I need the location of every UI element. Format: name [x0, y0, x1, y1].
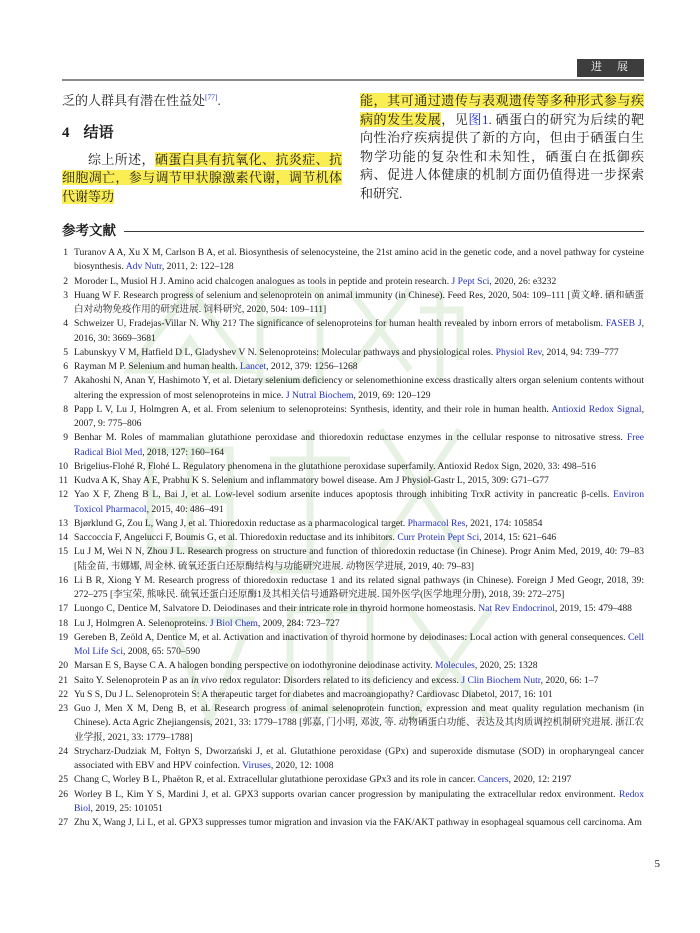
- text-segment: , 2012, 379: 1256–1268: [266, 361, 358, 372]
- text-segment: Rayman M P. Selenium and human health.: [74, 361, 241, 372]
- conclusion-left-paragraph: [62, 151, 342, 207]
- reference-item: [44, 460, 644, 474]
- text-segment: . 硒蛋白的研究为后续的靶向性治疗疾病提供了新的方向，但由于硒蛋白生物学功能的复杂性和未知性，硒蛋白在抵御疾病、促进人体健康的机制方面仍值得进一步探索和研究.: [360, 111, 644, 201]
- reference-number: 7: [63, 375, 68, 387]
- text-segment: Guo J, Men X M, Deng B, et al. Research progress of animal selenoprotein function, expression and meat quality regulation mechanism (in Chinese). Acta Agric Zhejiangensis, 2021, 33: 1779–1788 [郭嘉, 门小明, 邓波, 等. 动物硒蛋白功能、表达及其肉质调控机制研究进展. 浙江农业学报, 2021, 33: 1779–1788]: [74, 703, 644, 743]
- reference-number: 26: [58, 788, 68, 800]
- reference-number: 17: [58, 603, 68, 615]
- text-segment: , 2011, 2: 122–128: [161, 261, 234, 273]
- text-segment: Strycharz-Dudziak M, Fołtyn S, Dworzański J, et al. Glutathione peroxidase (GPx) and superoxide dismutase (SOD) in oropharyngeal cancer associated with EBV and HPV coinfection.: [74, 745, 644, 771]
- text-segment: , 2019, 25: 101051: [90, 802, 163, 814]
- text-segment: , 2020, 25: 1328: [474, 660, 538, 672]
- text-segment: Kudva A K, Shay A E, Prabhu K S. Selenium and inflammatory bowel disease. Am J Physiol-Gastr L, 2015, 309: G71–G77: [74, 475, 549, 486]
- journal-link[interactable]: Nat Rev Endocrinol: [478, 603, 555, 615]
- text-segment: 能，其可通过遗传与表观遗传等多种形式参与疾病的发生发展: [360, 93, 644, 127]
- text-segment: 综上所述，: [88, 151, 155, 167]
- reference-number: 4: [63, 318, 68, 330]
- conclusion-section: [62, 92, 644, 206]
- left-column: [62, 92, 342, 206]
- reference-number: 16: [58, 574, 68, 586]
- reference-number: 19: [58, 631, 68, 643]
- text-segment: .: [217, 93, 221, 108]
- reference-item: [44, 317, 644, 346]
- text-segment: , 2016, 30: 3669–3681: [74, 318, 644, 344]
- text-segment: , 2021, 174: 105854: [465, 517, 543, 529]
- journal-link[interactable]: Pharmacol Res: [407, 517, 466, 529]
- journal-link[interactable]: Redox Biol: [74, 788, 644, 814]
- text-segment: , 2008, 65: 570–590: [123, 646, 201, 657]
- reference-item: [44, 617, 644, 631]
- reference-number: 25: [58, 774, 68, 786]
- text-segment: Luongo C, Dentice M, Salvatore D. Deiodinases and their intricate role in thyroid hormone homeostasis.: [74, 603, 479, 615]
- text-segment: Yao X F, Zheng B L, Bai J, et al. Low-level sodium arsenite induces apoptosis through inhibiting TrxR activity in pancreatic β-cells.: [74, 489, 614, 501]
- text-segment: Li B R, Xiong Y M. Research progress of thioredoxin reductase 1 and its related signal pathways (in Chinese). Foreign J Med Geogr, 2018, 39: 272–275 [李宝荣, 熊咏民. 硫氧还蛋白还原酶1及其相关信号通路研究进展. 国外医学(医学地理分册), 2018, 39: 272–275]: [74, 574, 644, 600]
- text-segment: Zhu X, Wang J, Li L, et al. GPX3 suppresses tumor migration and invasion via the FAK/AKT pathway in esophageal squamous cell carcinoma. Am: [74, 817, 642, 828]
- journal-link[interactable]: Viruses: [242, 760, 271, 771]
- text-segment: Lu J, Holmgren A. Selenoproteins.: [74, 617, 210, 629]
- reference-item: [44, 659, 644, 673]
- reference-item: [44, 574, 644, 603]
- page-number: 5: [654, 858, 660, 870]
- text-segment: Papp L V, Lu J, Holmgren A, et al. From selenium to selenoproteins: Synthesis, identity, and their role in human health.: [74, 403, 552, 415]
- reference-item: [44, 488, 644, 517]
- reference-number: 23: [58, 703, 68, 714]
- reference-number: 9: [63, 432, 68, 444]
- reference-number: 15: [58, 546, 68, 558]
- reference-number: 6: [63, 361, 68, 372]
- reference-number: 18: [58, 617, 68, 629]
- reference-number: 1: [63, 247, 68, 258]
- journal-link[interactable]: FASEB J: [605, 318, 642, 330]
- journal-link[interactable]: Cancers: [477, 774, 509, 786]
- reference-number: 5: [63, 346, 68, 358]
- progress-section-badge: 进 展: [577, 59, 644, 77]
- reference-item: [44, 289, 644, 318]
- references-heading: [62, 219, 644, 239]
- journal-link[interactable]: J Nutral Biochem: [285, 389, 354, 401]
- header-rule: [62, 79, 644, 81]
- text-segment: Chang C, Worley B L, Phaëton R, et al. Extracellular glutathione peroxidase GPx3 and its role in cancer.: [74, 774, 478, 786]
- journal-link[interactable]: Physiol Rev: [495, 346, 542, 358]
- text-segment: , 2014, 94: 739–777: [541, 346, 619, 358]
- reference-item: [44, 674, 644, 688]
- reference-number: 8: [63, 403, 68, 415]
- reference-item: [44, 788, 644, 817]
- reference-number: 21: [58, 674, 68, 686]
- reference-item: [44, 275, 644, 289]
- text-segment: , 2014, 15: 621–646: [479, 532, 557, 543]
- journal-link[interactable]: Curr Protein Pept Sci: [397, 532, 480, 543]
- text-segment: , 2020, 66: 1–7: [540, 674, 599, 686]
- text-segment: , 2019, 69: 120–129: [353, 389, 431, 401]
- reference-item: [44, 403, 644, 432]
- reference-item: [44, 602, 644, 616]
- text-segment: , 2019, 15: 479–488: [554, 603, 632, 615]
- reference-number: 12: [58, 489, 68, 501]
- reference-number: 27: [58, 817, 68, 828]
- reference-item: [44, 773, 644, 787]
- text-segment: , 2018, 127: 160–164: [142, 446, 225, 458]
- reference-list: [44, 246, 644, 830]
- text-segment: Saito Y. Selenoprotein P as an: [74, 674, 192, 686]
- right-column: [360, 92, 644, 206]
- journal-link[interactable]: Lancet: [240, 361, 267, 372]
- journal-link[interactable]: J Clin Biochem Nutr: [461, 674, 541, 686]
- reference-number: 11: [58, 475, 68, 486]
- section-heading: [62, 121, 342, 142]
- reference-item: [44, 346, 644, 360]
- text-segment: , 2009, 284: 723–727: [257, 617, 340, 629]
- text-segment: Huang W F. Research progress of selenium and selenoprotein on animal immunity (in Chinese). Feed Res, 2020, 504: 109–111 [黄文峰. 硒和硒蛋白对动物免疫作用的研究进展. 饲料研究, 2020, 504: 109–111]: [74, 289, 644, 315]
- text-segment: Turanov A A, Xu X M, Carlson B A, et al. Biosynthesis of selenocysteine, the 21st amino acid in the genetic code, and a novel pathway for cysteine biosynthesis.: [74, 247, 644, 273]
- reference-item: [44, 688, 644, 702]
- text-segment: Akahoshi N, Anan Y, Hashimoto Y, et al. Dietary selenium deficiency or selenomethionine excess drastically alters organ selenium contents without altering the expression of most selenoproteins in mice.: [74, 375, 644, 401]
- reference-number: 3: [63, 289, 68, 301]
- reference-number: 14: [58, 532, 68, 543]
- text-segment: Worley B L, Kim Y S, Mardini J, et al. GPX3 supports ovarian cancer progression by manipulating the extracellular redox environment.: [74, 788, 619, 800]
- journal-link[interactable]: Environ Toxicol Pharmacol: [74, 489, 644, 515]
- journal-link[interactable]: Adv Nutr: [125, 261, 162, 273]
- reference-item: [44, 360, 644, 374]
- text-segment: ，见: [441, 111, 469, 127]
- reference-item: [44, 702, 644, 745]
- text-segment: Gereben B, Zeöld A, Dentice M, et al. Activation and inactivation of thyroid hormone by deiodinases: Local action with general consequences.: [74, 631, 628, 643]
- reference-item: [44, 431, 644, 460]
- reference-number: 22: [58, 688, 68, 700]
- text-segment: , 2020, 12: 1008: [270, 760, 334, 771]
- text-segment: , 2020, 12: 2197: [508, 774, 572, 786]
- citation-77-link[interactable]: [77]: [205, 92, 218, 102]
- text-segment: Lu J M, Wei N N, Zhou J L. Research progress on structure and function of thioredoxin reductase (in Chinese). Progr Anim Med, 2019, 40: 79–83 [陆金苗, 韦娜娜, 周金林. 硫氧还蛋白还原酶结构与功能研究进展. 动物医学进展, 2019, 40: 79–83]: [74, 546, 644, 572]
- reference-item: [44, 631, 644, 660]
- journal-link[interactable]: Molecules: [434, 660, 475, 672]
- text-segment: 乏的人群具有潜在性益处: [62, 93, 206, 108]
- reference-item: [44, 745, 644, 774]
- section-title: 结语: [83, 124, 114, 141]
- text-segment: Brigelius-Flohé R, Flohé L. Regulatory phenomena in the glutathione peroxidase superfamily. Antioxid Redox Sign, 2020, 33: 498–516: [74, 460, 596, 472]
- references-title: 参考文献: [62, 223, 116, 238]
- text-segment: Moroder L, Musiol H J. Amino acid chalcogen analogues as tools in peptide and protein research.: [74, 275, 452, 287]
- journal-link[interactable]: J Pept Sci: [451, 275, 490, 287]
- leadover-paragraph: [62, 92, 342, 111]
- reference-item: [44, 246, 644, 275]
- reference-item: [44, 374, 644, 403]
- text-segment: Bjørklund G, Zou L, Wang J, et al. Thioredoxin reductase as a pharmacological target.: [74, 517, 408, 529]
- text-segment: Labunskyy V M, Hatfield D L, Gladyshev V N. Selenoproteins: Molecular pathways and physiological roles.: [74, 346, 496, 358]
- text-segment: Saccoccia F, Angelucci F, Boumis G, et al. Thioredoxin reductase and its inhibitors.: [74, 532, 398, 543]
- text-segment: , 2007, 9: 775–806: [74, 403, 644, 429]
- reference-number: 24: [58, 745, 68, 757]
- section-number: 4: [62, 124, 70, 141]
- figure-1-link[interactable]: 图1: [468, 111, 489, 127]
- conclusion-right-paragraph: [360, 92, 644, 203]
- reference-item: [44, 474, 644, 488]
- text-segment: , 2020, 26: e3232: [489, 275, 557, 287]
- reference-number: 2: [63, 275, 68, 287]
- text-segment: Benhar M. Roles of mammalian glutathione peroxidase and thioredoxin reductase enzymes in the cellular response to nitrosative stress.: [74, 432, 627, 444]
- text-segment: redox regulator: Disorders related to its deficiency and excess.: [217, 674, 462, 686]
- reference-item: [44, 517, 644, 531]
- references-rule: [124, 231, 644, 232]
- text-segment: in vivo: [191, 674, 218, 686]
- text-segment: Schweizer U, Fradejas-Villar N. Why 21? The significance of selenoproteins for human health revealed by inborn errors of metabolism.: [74, 318, 606, 330]
- text-segment: , 2015, 40: 486–491: [146, 503, 224, 515]
- journal-link[interactable]: J Biol Chem: [209, 617, 258, 629]
- text-segment: Marsan E S, Bayse C A. A halogen bonding perspective on iodothyronine deiodinase activity.: [74, 660, 435, 672]
- journal-link[interactable]: Cell Mol Life Sci: [74, 631, 644, 657]
- reference-item: [44, 816, 644, 830]
- reference-number: 10: [58, 460, 68, 472]
- reference-number: 20: [58, 660, 68, 672]
- journal-link[interactable]: Antioxid Redox Signal: [551, 403, 642, 415]
- reference-item: [44, 545, 644, 574]
- text-segment: 硒蛋白具有抗氧化、抗炎症、抗细胞凋亡，参与调节甲状腺激素代谢，调节机体代谢等功: [62, 151, 342, 204]
- text-segment: Yu S S, Du J L. Selenoprotein S: A therapeutic target for diabetes and macroangiopathy? Cardiovasc Diabetol, 2017, 16: 101: [74, 688, 553, 700]
- reference-item: [44, 531, 644, 545]
- journal-link[interactable]: Free Radical Biol Med: [74, 432, 644, 458]
- reference-number: 13: [58, 517, 68, 529]
